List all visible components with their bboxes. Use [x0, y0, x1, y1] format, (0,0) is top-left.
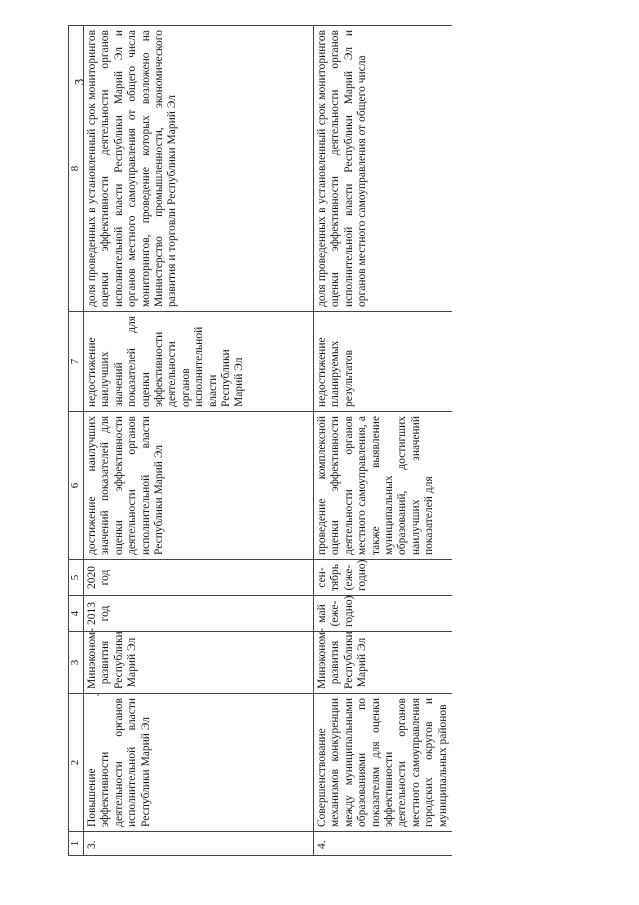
rotated-table-container: [68, 26, 568, 856]
header-col-3: 3: [69, 632, 84, 694]
consequences: недостижение планируемых результатов: [314, 312, 453, 412]
responsible-executor: Минэконом-развития Республики Марий Эл: [314, 632, 453, 694]
header-col-6: 6: [69, 412, 84, 560]
header-col-4: 4: [69, 596, 84, 632]
end-date: сен-тябрь (еже-годно): [314, 560, 453, 596]
table-row: [84, 26, 314, 856]
page-number: 3: [71, 78, 87, 86]
header-col-2: 2: [69, 694, 84, 832]
consequences: недостижение наилучших значений показателей для оценки эффективности деятельности органов исполнительной власти Республики Марий Эл: [84, 312, 314, 412]
measure-name: Совершенствование механизмов конкуренции между муниципальными образованиями по показателям для оценки эффективности деятельности органов местного самоуправления городских округов и муниципальных районов: [314, 694, 453, 832]
expected-result: проведение комплексной оценки эффективности деятельности органов местного самоуправления, а также выявление муниципальных образований, достигших наилучших значений показателей для: [314, 412, 453, 560]
indicator: доля проведенных в установленный срок мониторингов оценки эффективности деятельности органов исполнительной власти Республики Марий Эл и органов местного самоуправления от общего числа мониторингов, проведение которых возложено на Министерство промышленности, экономического развития и торговли Республики Марий Эл: [84, 26, 314, 312]
table-row: [314, 26, 453, 856]
indicator: доля проведенных в установленный срок мониторингов оценки эффективности деятельности органов исполнительной власти Республики Марий Эл и органов местного самоуправления от общего числа: [314, 26, 453, 312]
plan-table: [68, 25, 452, 856]
header-row: [69, 26, 84, 856]
expected-result: достижение наилучших значений показателей для оценки эффективности деятельности органов исполнительной власти Республики Марий Эл: [84, 412, 314, 560]
start-date: май (еже-годно): [314, 596, 453, 632]
responsible-executor: Минэконом-развития Республики Марий Эл: [84, 632, 314, 694]
measure-name: Повышение эффективности деятельности органов исполнительной власти Республики Марий Эл: [84, 694, 314, 832]
row-number: 3.: [84, 832, 314, 856]
header-col-7: 7: [69, 312, 84, 412]
start-date: 2013 год: [84, 596, 314, 632]
header-col-8: 8: [69, 26, 84, 312]
header-col-1: 1: [69, 832, 84, 856]
header-col-5: 5: [69, 560, 84, 596]
end-date: 2020 год: [84, 560, 314, 596]
row-number: 4.: [314, 832, 453, 856]
